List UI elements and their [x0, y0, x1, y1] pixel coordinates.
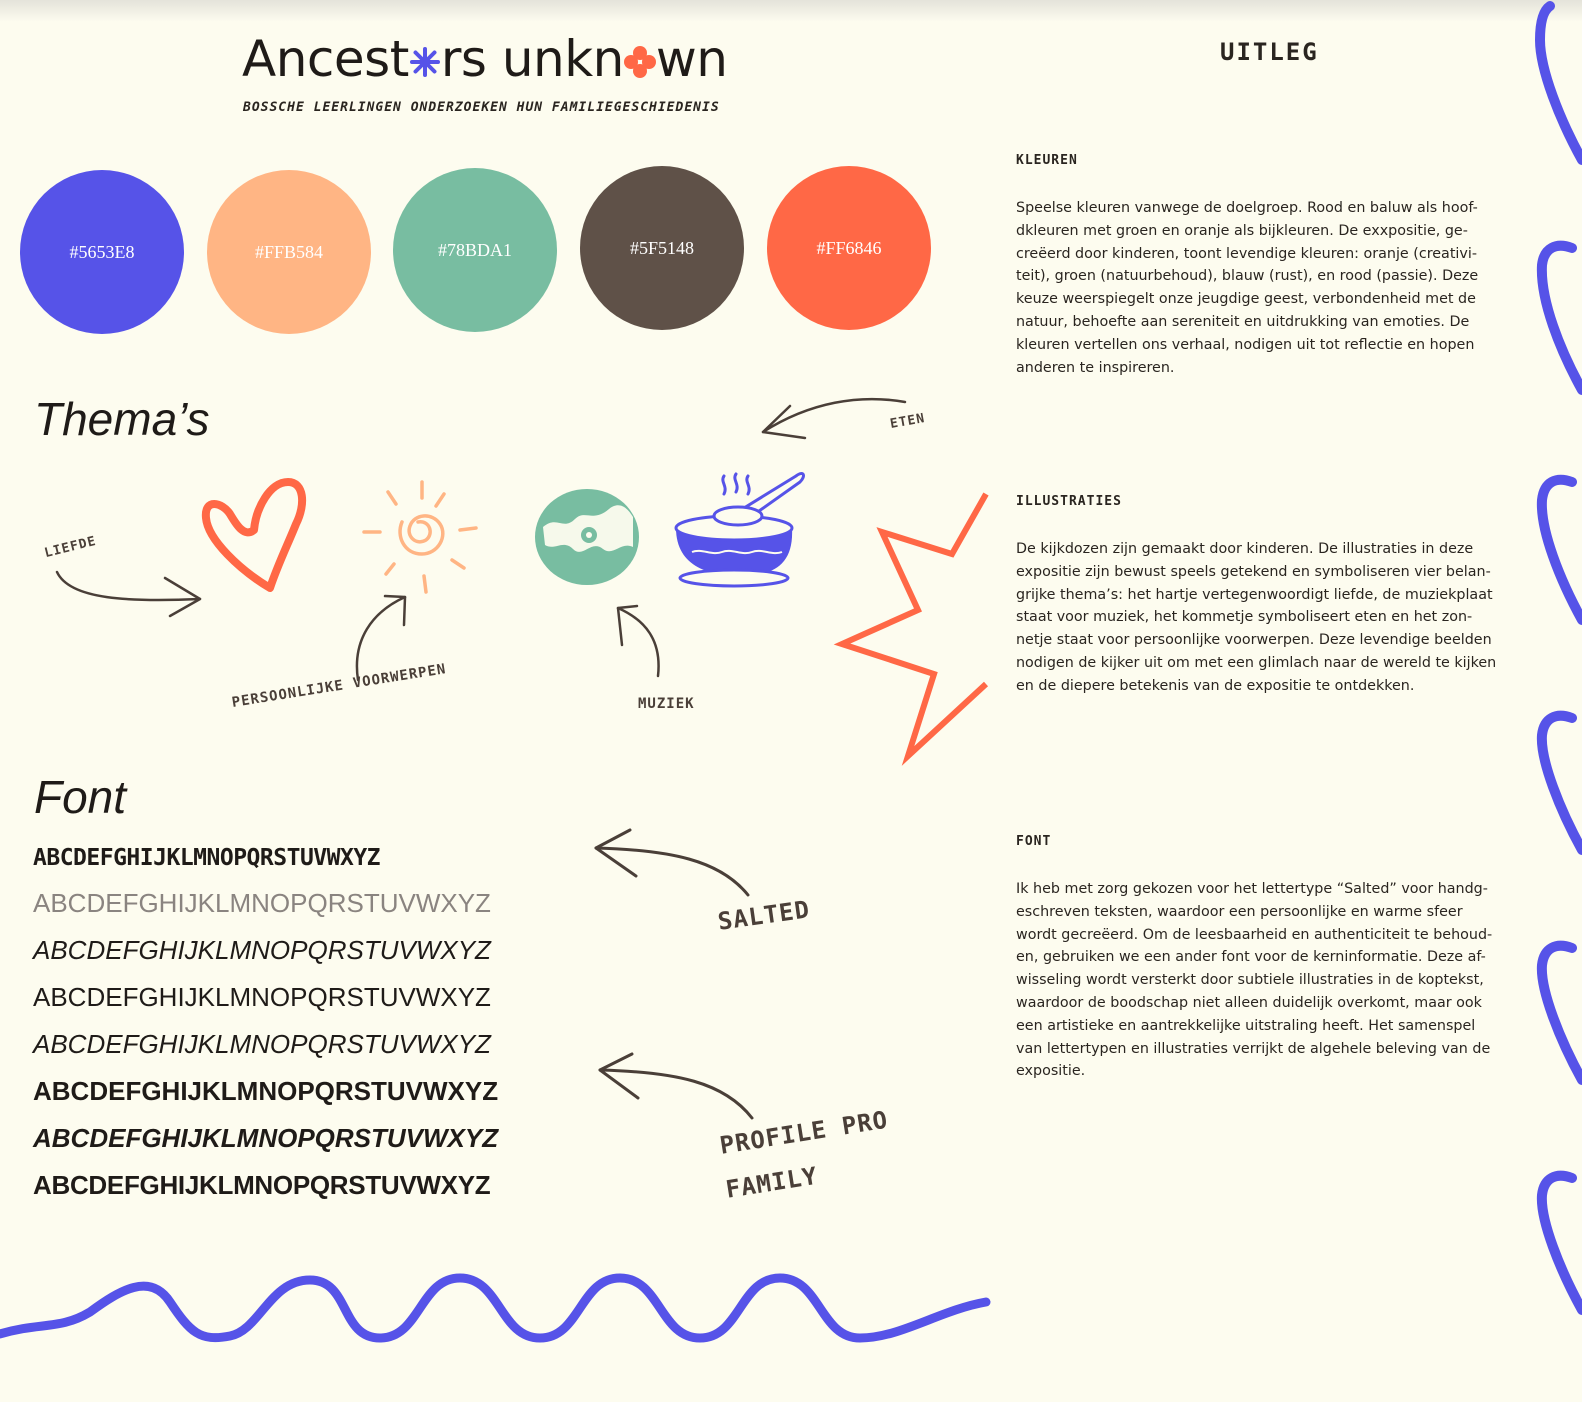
label-salted: SALTED — [716, 895, 812, 936]
font-heading: Font — [34, 771, 127, 823]
text-line: eschreven teksten, waardoor een persoonlijke en warme sfeer — [1016, 903, 1463, 920]
font-sample-bold-italic: ABCDEFGHIJKLMNOPQRSTUVWXYZ — [33, 1123, 499, 1153]
title-part-2: rs unkn — [440, 30, 624, 88]
text-line: waardoor de boodschap niet alleen duidelijk overkomt, maar ook — [1016, 994, 1482, 1011]
label-persoonlijke-voorwerpen: PERSOONLIJKE VOORWERPEN — [230, 661, 448, 711]
illustraties-heading: ILLUSTRATIES — [1016, 494, 1122, 509]
kleuren-heading: KLEUREN — [1016, 153, 1078, 168]
font-sample-italic: ABCDEFGHIJKLMNOPQRSTUVWXYZ — [33, 1029, 491, 1059]
text-line: grijke thema’s: het hartje vertegenwoordigt liefde, de muziekplaat — [1016, 586, 1493, 603]
font-explanation-text — [1016, 878, 1510, 1083]
color-hex-label: #FF6846 — [816, 237, 882, 258]
text-line: teit), groen (natuurbehoud), blauw (rust), en rood (passie). Deze — [1016, 268, 1479, 285]
label-muziek: MUZIEK — [638, 696, 695, 712]
text-line: wordt gecreëerd. Om de leesbaarheid en authenticiteit te behoud- — [1016, 926, 1493, 943]
title-part-3: wn — [655, 30, 728, 88]
wave-decoration — [0, 1262, 986, 1352]
uitleg-heading: UITLEG — [1220, 38, 1319, 66]
text-line: De kijkdozen zijn gemaakt door kinderen. De illustraties in deze — [1016, 541, 1474, 557]
text-line: van lettertypen en illustraties verrijkt de algehele beleving van de — [1016, 1040, 1491, 1057]
text-line: netje staat voor persoonlijke voorwerpen. Deze levendige beelden — [1016, 632, 1492, 649]
text-line: een artistieke en aantrekkelijke uitstraling heeft. Het samenspel — [1016, 1017, 1476, 1034]
text-line: dkleuren met groen en oranje als bijkleuren. De exxpositie, ge- — [1016, 222, 1468, 239]
label-profile-pro: PROFILE PRO — [717, 1105, 891, 1160]
arrow-profile-head — [600, 1054, 638, 1098]
text-line: expositie. — [1016, 1063, 1086, 1080]
color-hex-label: #78BDA1 — [437, 239, 512, 260]
text-line: wisseling wordt versterkt door subtiele illustraties in de koptekst, — [1016, 972, 1484, 989]
text-line: en de diepere betekenis van de expositie te ontdekken. — [1016, 677, 1415, 694]
text-line: anderen te inspireren. — [1016, 359, 1175, 376]
text-line: Ik heb met zorg gekozen voor het lettertype “Salted” voor handg- — [1016, 881, 1488, 897]
arrow-profile — [600, 1070, 752, 1118]
themes-heading: Thema’s — [34, 393, 210, 445]
text-line: en, gebruiken we een ander font voor de kerninformatie. Deze af- — [1016, 949, 1486, 966]
text-line: keuze weerspiegelt onze jeugdige geest, verbondenheid met de — [1016, 291, 1476, 308]
text-line: nodigen de kijker uit om met een glimlach naar de wereld te kijken — [1016, 654, 1497, 671]
arrow-salted — [596, 848, 748, 895]
text-line: kleuren vertellen ons verhaal, nodigen uit tot reflectie en hopen — [1016, 336, 1475, 353]
page-subtitle: BOSSCHE LEERLINGEN ONDERZOEKEN HUN FAMILIEGESCHIEDENIS — [243, 100, 720, 115]
illustraties-text — [1016, 538, 1510, 698]
font-sample-salted: ABCDEFGHIJKLMNOPQRSTUVWXYZ — [33, 845, 381, 871]
text-line: natuur, behoefte aan sereniteit en uitdrukking van emoties. De — [1016, 313, 1470, 330]
font-sample-black: ABCDEFGHIJKLMNOPQRSTUVWXYZ — [33, 1170, 491, 1200]
font-sample-light: ABCDEFGHIJKLMNOPQRSTUVWXYZ — [33, 888, 491, 918]
label-family: FAMILY — [723, 1161, 820, 1204]
text-line: staat voor muziek, het kommetje symboliseert eten en het zon- — [1016, 609, 1473, 626]
label-liefde: LIEFDE — [42, 533, 98, 562]
font-sample-regular: ABCDEFGHIJKLMNOPQRSTUVWXYZ — [33, 982, 491, 1012]
label-eten: ETEN — [888, 411, 927, 432]
kleuren-text — [1016, 197, 1510, 379]
color-hex-label: #5F5148 — [629, 237, 694, 258]
right-edge-decoration — [1532, 0, 1582, 1402]
font-sample-bold: ABCDEFGHIJKLMNOPQRSTUVWXYZ — [33, 1076, 499, 1106]
arrow-salted-head — [596, 830, 636, 876]
text-line: Speelse kleuren vanwege de doelgroep. Rood en baluw als hoof- — [1016, 200, 1478, 216]
text-line: creëerd door kinderen, toont levendige kleuren: oranje (creativi- — [1016, 245, 1477, 262]
color-hex-label: #FFB584 — [254, 241, 324, 262]
title-part-1: Ancest — [242, 30, 409, 88]
text-line: expositie zijn bewust speels getekend en symboliseren vier belan- — [1016, 563, 1491, 580]
font-sample-light-italic: ABCDEFGHIJKLMNOPQRSTUVWXYZ — [33, 935, 491, 965]
font-explanation-heading: FONT — [1016, 834, 1052, 849]
color-hex-label: #5653E8 — [69, 241, 135, 262]
